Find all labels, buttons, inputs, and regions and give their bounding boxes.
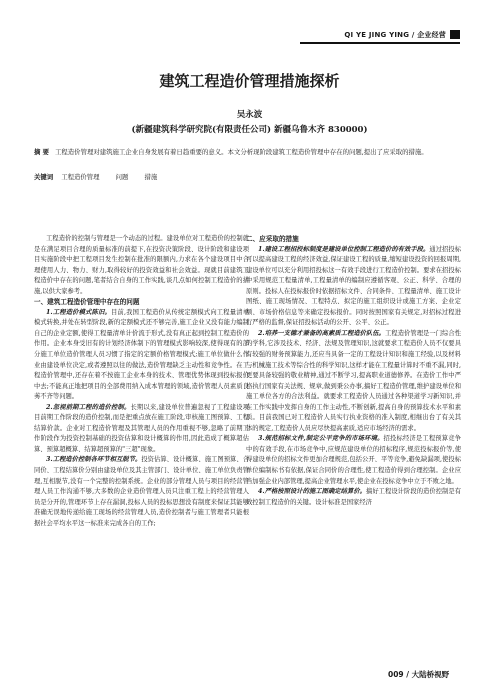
subheading: 1.建设工程招投标制度是建设单位控制工程造价的有效手段。 [258,245,430,253]
page-footer: 009 / 大陆桥视野 [388,670,450,679]
body-paragraph [34,455,249,529]
keyword: 工程造价管理 [61,173,100,181]
author-name: 吴永波 [236,110,263,120]
subheading: 4.严格按照设计的施工图确定结算价。 [258,488,366,496]
section-heading: 二、应采取的措施 [246,235,299,243]
paragraph-text: 招投标经济是工程预算竞争中的有效手段,在市场竞争中,应规范建设单位的招标程序,规范投标报价等,使得建设单位的招标文件更加合理规范,包括公开、平等竞争,避免缺漏项,使投标单位编制标书有依据,保证合同价的合理性,使工程造价得到合理控制。企业应当加强企业内部管理,提高企业管理水平,使企业在投标竞争中立于不败之地。 [246,435,461,485]
header-block-mark [450,30,460,39]
left-column [34,234,249,529]
author-affiliation: (新疆建筑科学研究院(有限责任公司) 新疆乌鲁木齐 830000) [131,125,368,135]
subheading: 1.工程造价模式陈旧。 [46,308,112,316]
keyword: 问题 [115,173,129,181]
section-heading: 一、建筑工程造价管理中存在的问题 [34,298,140,307]
running-header [300,30,460,41]
intro-paragraph: 工程造价的控制与管理是一个动态的过程。建设单位对工程造价的控制就是在满足项目合理的质量标准的前提下,在投资决策阶段、设计阶段和建设项目实施阶段中把工程项目发生控制在批准的限额内,力求在各个建设项目中合理使用人力、物力、财力,取得较好的投资效益和社会效益。现就目前建筑工程造价中存在的问题,笔者结合自身的工作实践,谈几点如何控制工程造价的措施,以供大家参考。 [34,235,249,295]
paragraph-text: 长期以来,建设单位普遍忽视了工程建设项目前期工作阶段的造价控制,而是把重点放在施工阶段,审核施工图预算、工程结算价款。企业对工程造价管理及其管理人员的作用重视不够,忽略了前期工作阶段作为投资控制基础的投资估算和设计概算的作用,因此造成了概算超估算、预算超概算、结算超预算的"三超"现象。 [34,403,249,453]
right-column [246,234,461,508]
subheading: 2.培养一支德才兼备的高素质工程造价队伍。 [258,329,386,337]
body-paragraph [246,329,461,434]
paragraph-text: 工程造价管理是一门综合性的学科,它涉及技术、经济、法规及管理知识,这就要求工程造价人员不仅要具有较强的财务预算能力,还应当具备一定的工程设计知识和施工经验,以及材料与机械施工技术等综合性的科学知识,这样才能在工程量计算时不重不漏,同时,更要具备较强的敬业精神,通过不断学习,提高职业道德修养。在造价工作中严格执行国家有关法规、规章,做到秉公办事,搞好工程造价管理,维护建设单位和施工单位各方的合法利益。就要求工程造价人员通过各种渠道学习新知识,并在工作实践中发挥自身的工作主动性,不断创新,提高自身的预算技术水平和素质。目前我国已对工程造价人员实行执业资格的准入制度,相继出台了有关其体的规定,工程造价人员应尽快提高素质,适应市场经济的需求。 [246,329,462,432]
paragraph-text: 通过招投标可以提高建设工程的经济效益,保证建设工程的质量,缩短建设投资的回报周期,建设单位可以充分利用招投标这一有效手段进行工程造价控制。要求在招投标中采用规范工程量清单,工程量清单的编制应遵循客观、公正、科学、合理的原则。投标人在投标报价时依据招标文件、合同条件、工程量清单、施工设计图纸、施工现场情况、工程特点、拟定的施工组织设计或施工方案、企业定额、市场价格信息等来确定投标报价。同时按照国家有关规定,对招标过程进行严格的监督,保证招投标活动的公开、公平、公正。 [246,245,462,327]
body-paragraph [246,245,461,329]
paragraph-text: 投资估算、设计概算、施工图预算、合同价、工程结算价分别由建设单位及其主管部门、设计单位、施工单位负责管理,互相脱节,没有一个完整的控制系统。企业的部分管理人员与项目的经营管理人员工作沟通不够,大多数的企业造价管理人员只注重工程上的经营管理人员是分开的,管理环节上存在漏洞,投标人员的投标思想没有制度来保证其能够准确无误地传递给施工现场的经营管理人员,造价控制者与施工管理者只能根据社会平均水平这一标准来完成各自的工作; [34,456,250,527]
subheading: 2.忽视前期工程的造价控制。 [46,403,131,411]
abstract-text: 工程造价管理对建筑施工企业自身发展有着日趋重要的意义。本文分析现阶段建筑工程造价管理中存在的问题,提出了应采取的措施。 [55,148,428,156]
abstract [34,146,460,158]
article-title: 建筑工程造价管理措施探析 [159,72,340,90]
body-paragraph [246,487,461,508]
abstract-label: 摘 要 [34,148,50,156]
paragraph-text: 目前,我国工程造价从传统定额模式向工程量清单模式转换,并处在转型阶段,新的定额模式还不够完善,施工企业又没有能力编制自己的企业定额,使得工程量清单计价流于形式,没有真正起到控制工程造价的作用。企业本身受旧有的计划经济体制下的管理模式影响较深,使得现有的部分施工单位造价管理人员习惯了指定的定额价格管理模式;施工单位做什么作业由建设单位决定,或者遵照以往的做法,造价管理缺乏主动性和竞争性。在工程造价管理中,还存在着不按施工企业本身的技术、管理优势体现到投标报价中去;不能真正地把项目的全部费用纳入成本管理的领域,造价管理人员素质良莠不齐等问题。 [34,308,249,401]
running-header-text: QI YE JING YING / 企业经营 [344,31,446,39]
paragraph-text: 搞好工程设计阶段的造价控制是有效控制工程造价的关键。设计标准是国家经济 [246,488,462,506]
body-paragraph [34,308,249,403]
keywords-label: 关键词 [34,173,54,181]
body-paragraph [34,403,249,456]
keywords [34,172,460,181]
subheading: 3.工程造价控制各环节相互脱节。 [46,456,142,464]
header-rule [300,42,460,44]
subheading: 3.规范招标文件,制定公平竞争的市场环境。 [258,435,384,443]
body-paragraph [246,434,461,487]
keyword: 措施 [144,173,158,181]
